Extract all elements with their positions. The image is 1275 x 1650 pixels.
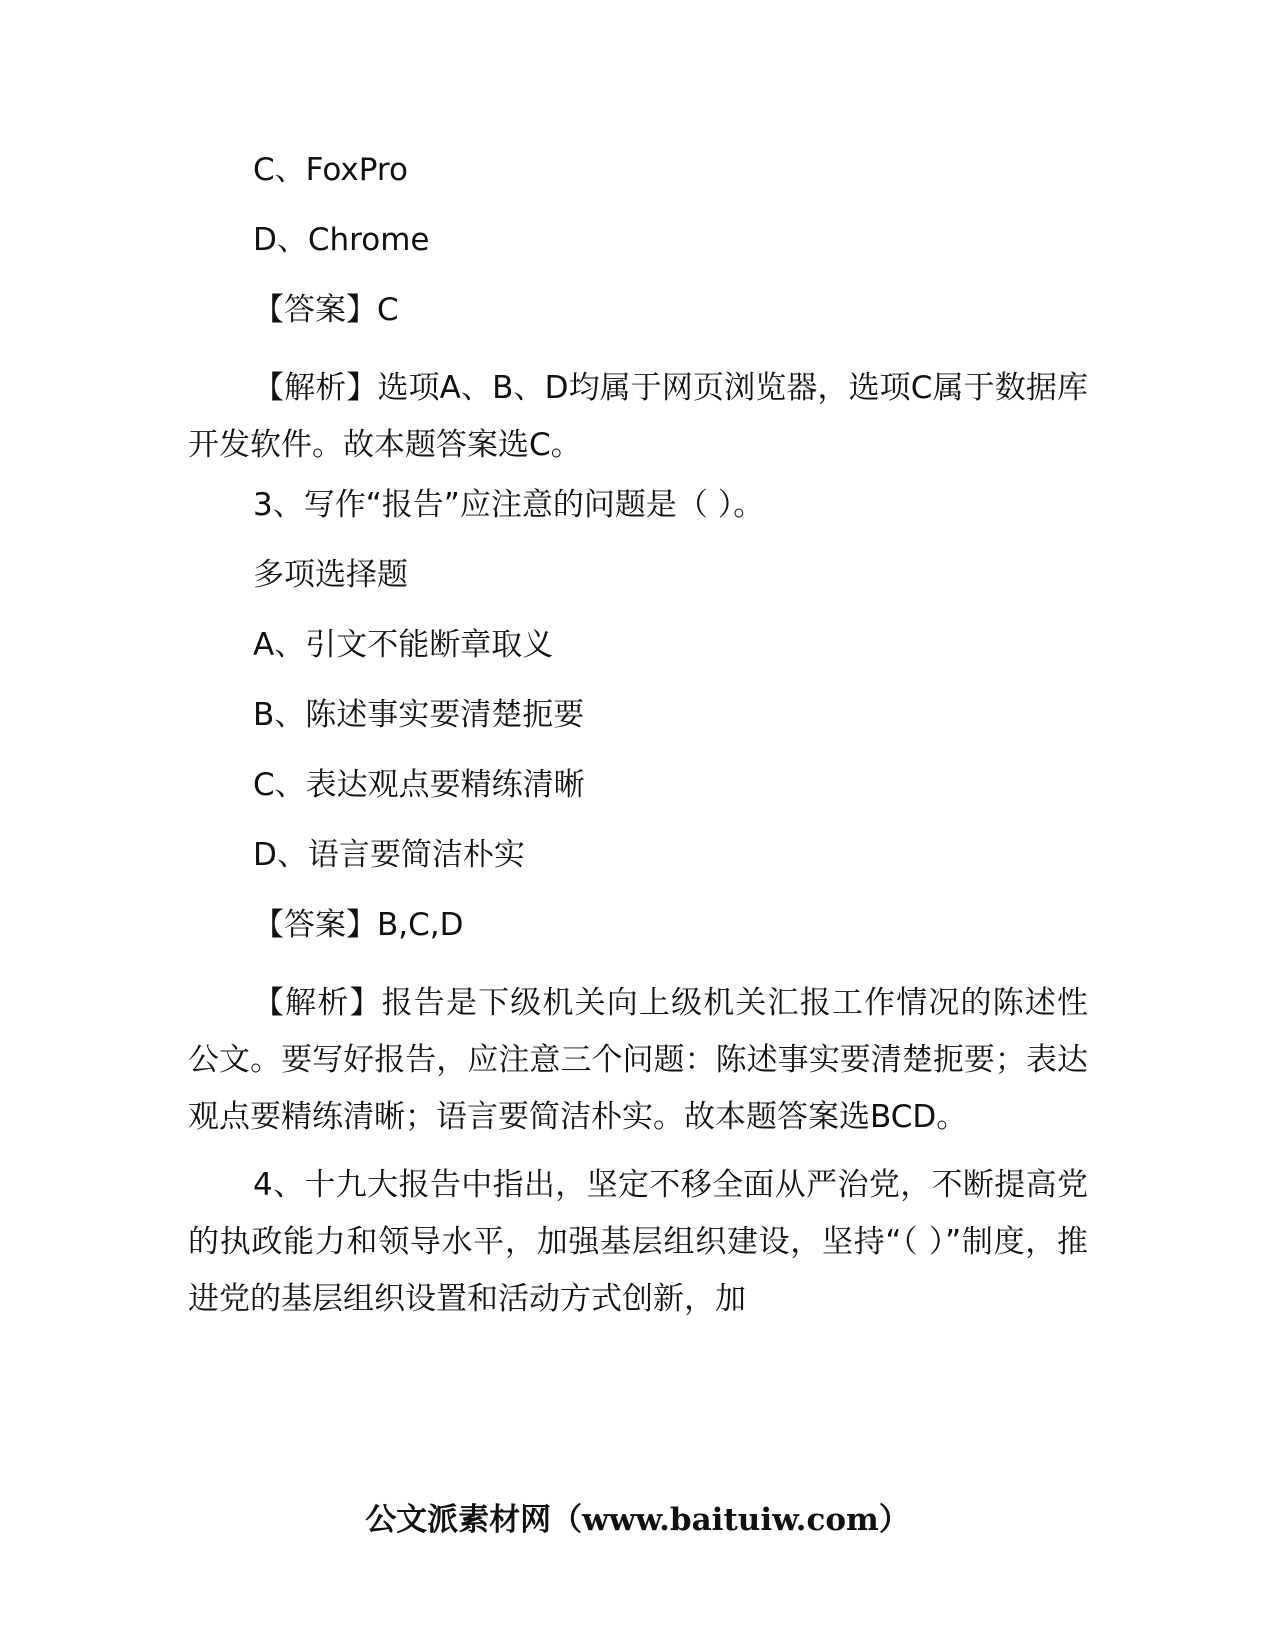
question-type: 多项选择题 [253,557,408,593]
option-d-q2: D、Chrome [253,222,430,258]
option-c-q3: C、表达观点要精练清晰 [253,767,585,803]
document-body [188,150,1088,1339]
question-4: 4、十九大报告中指出，坚定不移全面从严治党，不断提高党的执政能力和领导水平，加强基层组织建设，坚持“（ ）”制度，推进党的基层组织设置和活动方式创新，加 [188,1167,1088,1317]
answer-q2: 【答案】C [253,292,399,328]
analysis-q2: 【解析】选项A、B、D均属于网页浏览器，选项C属于数据库开发软件。故本题答案选C。 [188,370,1088,463]
question-3: 3、写作“报告”应注意的问题是（ ）。 [253,487,765,523]
option-d-q3: D、语言要简洁朴实 [253,837,525,873]
answer-q3: 【答案】B,C,D [253,907,464,943]
option-a-q3: A、引文不能断章取义 [253,627,554,663]
option-b-q3: B、陈述事实要清楚扼要 [253,697,585,733]
analysis-q3: 【解析】报告是下级机关向上级机关汇报工作情况的陈述性公文。要写好报告，应注意三个问题：陈述事实要清楚扼要；表达观点要精练清晰；语言要简洁朴实。故本题答案选BCD。 [188,985,1088,1135]
footer-source: 公文派素材网（www.baituiw.com） [365,1502,910,1538]
option-c-q2: C、FoxPro [253,152,408,188]
